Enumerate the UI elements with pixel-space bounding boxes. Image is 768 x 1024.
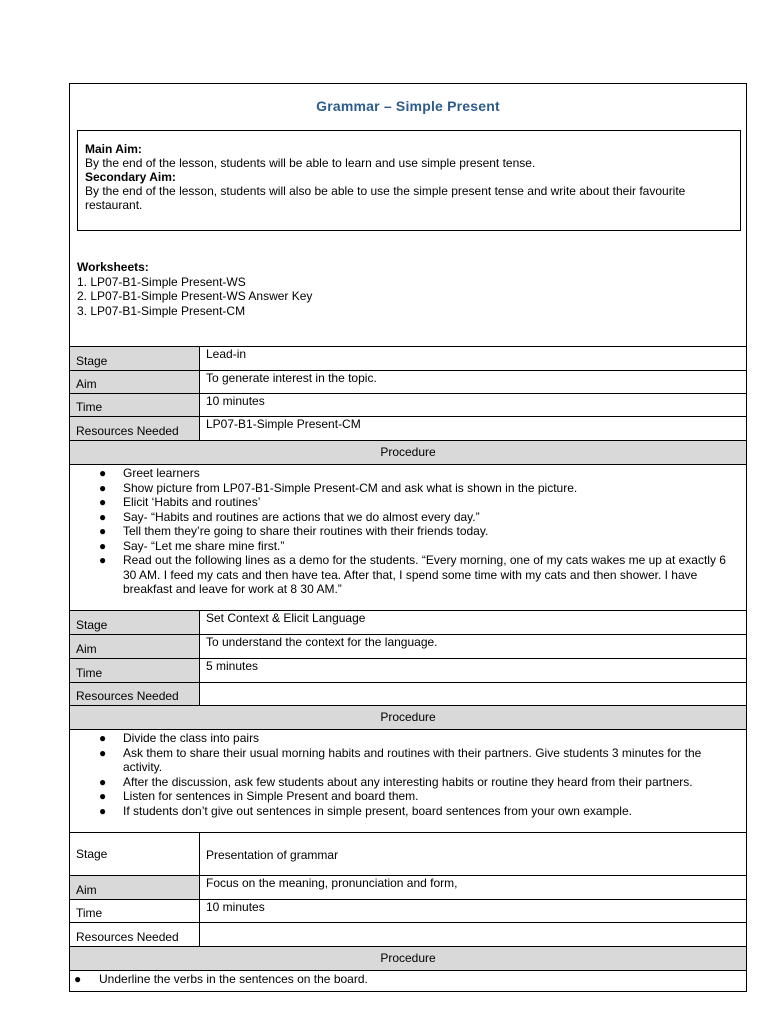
- procedure-step: Show picture from LP07-B1-Simple Present-CM and ask what is shown in the picture.: [123, 480, 578, 495]
- time-label: Time: [70, 900, 200, 922]
- time-value: 5 minutes: [206, 659, 259, 673]
- procedure-header: Procedure: [70, 440, 746, 464]
- procedure-step: If students don’t give out sentences in simple present, board sentences from your own example.: [123, 803, 632, 818]
- aim-value: To understand the context for the language.: [206, 635, 438, 649]
- procedure-step: Ask them to share their usual morning habits and routines with their partners. Give students 3 minutes for the activity.: [123, 745, 702, 774]
- time-value: 10 minutes: [206, 394, 265, 408]
- bullet-icon: ●: [99, 524, 107, 538]
- worksheet-item: 2. LP07-B1-Simple Present-WS Answer Key: [77, 289, 313, 303]
- time-row: [70, 658, 746, 682]
- bullet-icon: ●: [74, 972, 82, 986]
- list-item: [70, 553, 746, 597]
- aim-label: Aim: [70, 876, 200, 899]
- resources-row: [70, 682, 746, 705]
- main-aim-label: Main Aim:: [85, 142, 142, 156]
- stage-value: Lead-in: [206, 347, 247, 361]
- worksheets-label: Worksheets:: [77, 260, 149, 274]
- procedure-step: Elicit ‘Habits and routines’: [123, 495, 261, 509]
- procedure-list: [70, 970, 746, 992]
- stage-row: [70, 610, 746, 634]
- bullet-icon: ●: [99, 495, 107, 509]
- list-item: [70, 481, 746, 496]
- aim-value: To generate interest in the topic.: [206, 371, 377, 385]
- time-label: Time: [70, 659, 200, 682]
- aim-value: Focus on the meaning, pronunciation and form,: [206, 876, 458, 890]
- list-item: [70, 972, 746, 987]
- worksheet-item: 3. LP07-B1-Simple Present-CM: [77, 303, 246, 318]
- procedure-step: Divide the class into pairs: [123, 731, 260, 745]
- stage-label: Stage: [70, 347, 200, 370]
- list-item: [70, 495, 746, 510]
- stage-value: Set Context & Elicit Language: [206, 611, 366, 625]
- procedure-step: Underline the verbs in the sentences on the board.: [99, 972, 368, 986]
- aim-row: [70, 370, 746, 393]
- list-item: [70, 510, 746, 525]
- procedure-step: After the discussion, ask few students about any interesting habits or routine they heard from their partners.: [123, 774, 693, 789]
- secondary-aim-text: By the end of the lesson, students will also be able to use the simple present tense and write about their favourite restaurant.: [85, 184, 686, 212]
- main-aim-text: By the end of the lesson, students will be able to learn and use simple present tense.: [85, 156, 536, 170]
- bullet-icon: ●: [99, 745, 107, 760]
- lesson-plan-page: [69, 83, 747, 992]
- aim-label: Aim: [70, 635, 200, 658]
- list-item: [70, 731, 746, 746]
- stage-label: Stage: [70, 611, 200, 634]
- resources-row: [70, 416, 746, 440]
- resources-label: Resources Needed: [70, 417, 200, 440]
- resources-label: Resources Needed: [70, 683, 200, 705]
- stage-value: Presentation of grammar: [206, 848, 339, 862]
- document-title: Grammar – Simple Present: [316, 98, 500, 114]
- bullet-icon: ●: [99, 774, 107, 789]
- resources-label: Resources Needed: [70, 923, 200, 946]
- secondary-aim-label: Secondary Aim:: [85, 170, 176, 184]
- time-row: [70, 393, 746, 416]
- time-label: Time: [70, 394, 200, 416]
- bullet-icon: ●: [99, 466, 107, 480]
- procedure-list: [70, 729, 746, 832]
- resources-row: [70, 922, 746, 946]
- list-item: [70, 466, 746, 481]
- procedure-step: Say- “Let me share mine first.”: [123, 538, 285, 553]
- worksheets-section: [77, 260, 312, 318]
- bullet-icon: ●: [99, 480, 107, 495]
- stage-label: Stage: [70, 833, 200, 875]
- worksheet-item: 1. LP07-B1-Simple Present-WS: [77, 274, 246, 289]
- bullet-icon: ●: [99, 803, 107, 818]
- list-item: [70, 775, 746, 790]
- bullet-icon: ●: [99, 538, 107, 553]
- bullet-icon: ●: [99, 509, 107, 524]
- stage-row: [70, 346, 746, 370]
- procedure-step: Say- “Habits and routines are actions that we do almost every day.”: [123, 509, 480, 524]
- procedure-list: [70, 464, 746, 610]
- aim-label: Aim: [70, 371, 200, 393]
- list-item: [70, 539, 746, 554]
- procedure-step: Tell them they’re going to share their routines with their friends today.: [123, 524, 489, 538]
- aim-row: [70, 634, 746, 658]
- bullet-icon: ●: [99, 731, 107, 745]
- time-row: [70, 899, 746, 922]
- bullet-icon: ●: [99, 789, 107, 803]
- bullet-icon: ●: [99, 553, 107, 567]
- list-item: [70, 746, 746, 775]
- procedure-header: Procedure: [70, 946, 746, 970]
- aim-row: [70, 875, 746, 899]
- procedure-header: Procedure: [70, 705, 746, 729]
- list-item: [70, 804, 746, 819]
- stage-row: [70, 832, 746, 875]
- procedure-step: Greet learners: [123, 466, 200, 480]
- procedure-step: Read out the following lines as a demo for the students. “Every morning, one of my cats wakes me up at exactly 6 30 AM. I feed my cats and then have tea. After that, I spend some time with my cats and then shower. I have breakfast and leave for work at 8 30 AM.”: [123, 553, 726, 596]
- aims-box: [77, 130, 741, 231]
- list-item: [70, 789, 746, 804]
- procedure-step: Listen for sentences in Simple Present and board them.: [123, 789, 419, 803]
- time-value: 10 minutes: [206, 900, 265, 914]
- list-item: [70, 524, 746, 539]
- resources-value: LP07-B1-Simple Present-CM: [206, 417, 361, 431]
